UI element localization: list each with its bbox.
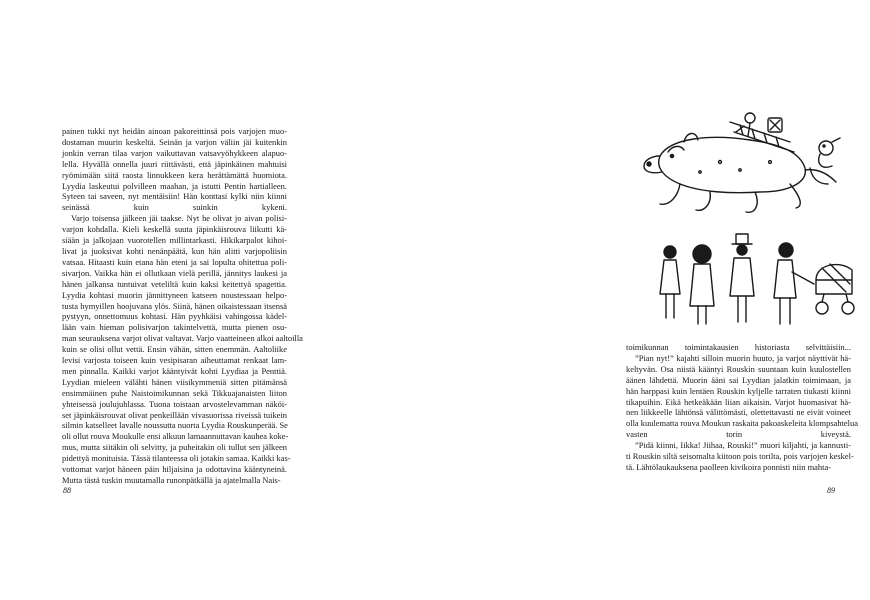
group-with-pram-illustration [640,234,870,334]
text-line: nen liikkeelle lähtönsä välittömästi, olettettavasti ne eivät voineet [626,407,851,418]
text-line: ensimmäinen puhe Naistoimikunnan sekä Tikkuajanaisten liiton [62,387,287,398]
text-line: toimikunnan toimintakausien historiasta selvittäisiin... [626,342,851,352]
text-line: ryömimään siitä raosta linnukkeen kera herättämättä huomiota. [62,169,287,180]
text-line: pystyyn, onnettomuus kohtasi. Hän pyyhkäisi vahingossa kädel- [62,311,287,322]
text-line: Mutta tästä tuskin muutamalla runonpätkällä ja ajatelmalla Nais- [62,475,281,485]
text-line: livat ja juoksivat kohti nenänpäätä, kun hän alitti varjopoliisin [62,245,287,256]
text-line: ”Pidä kiinni, Iikka! Jiihaa, Rouski!” muori kiljahti, ja kannusti- [635,440,851,451]
text-line: tikapuihin. Eikä hetkeäkään liian aikaisin. Varjot huomasivat hä- [626,396,851,407]
left-page-text [62,126,303,486]
text-line: pidettyä monituisia. Tässä tilanteessa oli jotakin samaa. Kaikki kas- [62,453,291,464]
text-line: seinässä kuin suinkin kykeni. [62,202,287,213]
text-line: siään ja jalkojaan vuorotellen millintarkasti. Hikikarpalot kihoi- [62,235,287,246]
text-line: varjon kohdalla. Kieli keskellä suuta jäpinkäisrouva liikutti kä- [62,224,287,235]
text-line: men pinnalla. Kaikki varjot kääntyivät kohti Lyydiaa ja Penttiä. [62,365,287,376]
text-line: lella. Hyvällä onnella juuri riittävästi, että jäpinkäinen mahtuisi [62,158,287,169]
text-line: vasten torin kiveystä. [626,429,851,440]
text-line: silmin katselleet lavalle noussutta nuorta Lyydia Rouskunperää. Se [62,420,288,431]
text-line: tä. Lähtölaukauksena paolleen kivikoira ponnisti niin mahta- [626,461,832,472]
flying-dog-illustration [640,112,855,222]
text-line: mus, mutta siitäkin oli selvitty, ja puheitakin oli tullut sen jälkeen [62,442,287,453]
text-line: Lyydia kohtasi muorin jännittyneen katseen noustessaan helpo- [62,289,287,300]
right-page-number: 89 [827,486,835,495]
text-line: ti Rouskin siltä seisomalta kiitoon pois torilta, pois varjojen keskel- [626,451,854,462]
text-line: Varjo toisensa jälkeen jäi taakse. Nyt he olivat jo aivan polisi- [71,213,287,224]
text-line: Lyydia laskeutui polvilleen maahan, ja istutti Pentin hartialleen. [62,180,287,191]
right-page-text [626,342,858,473]
text-line: oli ollut rouva Moukulle ensi alkuun lamaannuttavan kauhea koke- [62,431,289,442]
text-line: painen tukki nyt heidän ainoan pakoreittinsä pois varjojen muo- [62,126,287,136]
left-page [0,0,303,600]
text-line: jonkin verran tilaa varjon vaikuttavan vatsavyöhykkeen alapuo- [62,147,287,158]
text-line: vottomat varjot häneen päin hiljaisina ja odottavina kääntyneinä. [62,464,287,475]
text-line: sivarjon. Vaikka hän ei ollutkaan vielä perillä, jännitys laukesi ja [62,267,287,278]
text-line: olla kuulematta rouva Moukun raskaita pakoaskeleita klompsahtelua [626,418,858,429]
text-line: yhteisessä joulujuhlassa. Tuona toistaan arvostelevamman näköi- [62,398,287,409]
text-line: levisi varjosta toiseen kuin vesipisaran aiheuttamat renkaat lam- [62,355,287,366]
text-line: hänen jalkansa tuntuivat veteliltä kuin kaksi keitettyä spagettia. [62,278,287,289]
text-line: Syteen tai saveen, nyt mentäisiin! Hän konttasi kylki niin kiinni [62,191,287,202]
text-line: vatsaa. Hitaasti kuin etana hän eteni ja sai lopulta ohitettua poli- [62,256,287,267]
text-line: dostaman muurin keskeltä. Seinän ja varjon väliin jäi kuitenkin [62,136,287,147]
text-line: ”Pian nyt!” kajahti silloin muorin huuto, ja varjot näyttivät hä- [635,352,851,363]
left-page-number: 88 [63,486,71,495]
text-line: keltyvän. Osa niistä kääntyi Rouskin suuntaan kuin kuulostellen [626,363,851,374]
text-line: man seurauksena varjot olivat valtavat. Varjo vaatteineen alkoi aaltoilla [62,333,303,344]
text-line: kuin se olisi ollut vettä. Ensin vähän, sitten enemmän. Aaltoliike [62,344,287,355]
right-page [300,0,858,600]
text-line: äänen lähdettä. Muorin ääni sai Lyydian jalatkin toimimaan, ja [626,374,851,385]
text-line: set jäpinkäisrouvat olivat penkeillään vivasuorissa riveissä tuikein [62,409,287,420]
text-line: hän harppasi kuin lentäen Rouskin kyljelle tarraten tiukasti kiinni [626,385,851,396]
text-line: Lyydian mieleen välähti hänen viisikymmeniä sitten pitämänsä [62,376,287,387]
text-line: lään vain hieman polisivarjon takintelvettä, mutta pienen osu- [62,322,287,333]
text-line: tusta hymyillen hoojuvana ylös. Siinä, hänen oikaistessaan itsensä [62,300,287,311]
